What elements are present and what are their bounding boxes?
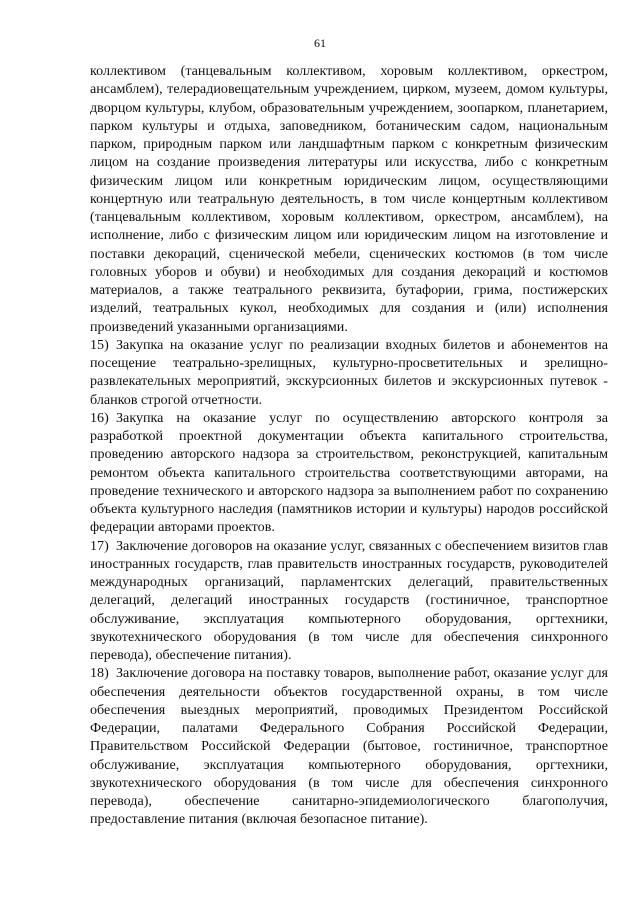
- page-number: 61: [314, 36, 326, 50]
- paragraph-number: 18): [90, 665, 109, 682]
- document-body: [90, 62, 608, 829]
- paragraph-item-17: [90, 537, 608, 665]
- paragraph-number: 17): [90, 537, 109, 554]
- paragraph-number: 15): [90, 336, 109, 353]
- paragraph-item-16: [90, 409, 608, 537]
- paragraph-number: 16): [90, 409, 109, 426]
- paragraph-item-15: [90, 336, 608, 409]
- paragraph-item-18: [90, 664, 608, 828]
- paragraph-text: Закупка на оказание услуг по реализации входных билетов и абонементов на посещение театрально-зрелищных, культурно-просветительных и зрелищно-развлекательных мероприятий, экскурсионных билетов и экскурсионных путевок - бланков строгой отчетности.: [90, 336, 608, 408]
- paragraph-text: коллективом (танцевальным коллективом, хоровым коллективом, оркестром, ансамблем), телерадиовещательным учреждением, цирком, музеем, домом культуры, дворцом культуры, клубом, образовательным учреждением, зоопарком, планетарием, парком культуры и отдыха, заповедником, ботаническим садом, национальным парком, природным парком или ландшафтным парком с конкретным физическим лицом на создание произведения литературы или искусства, либо с конкретным физическим лицом или конкретным юридическим лицом, осуществляющими концертную или театральную деятельность, в том числе концертным коллективом (танцевальным коллективом, хоровым коллективом, оркестром, ансамблем), на исполнение, либо с физическим лицом или юридическим лицом на изготовление и поставки декораций, сценической мебели, сценических костюмов (в том числе головных уборов и обуви) и необходимых для создания декораций и костюмов материалов, а также театрального реквизита, бутафории, грима, постижерских изделий, театральных кукол, необходимых для создания и (или) исполнения произведений указанными организациями.: [90, 63, 608, 335]
- paragraph-continuation: [90, 62, 608, 336]
- paragraph-text: Заключение договора на поставку товаров, выполнение работ, оказание услуг для обеспечения деятельности объектов государственной охраны, в том числе обеспечения выездных мероприятий, проводимых Президентом Российской Федерации, палатами Федерального Собрания Российской Федерации, Правительством Российской Федерации (бытовое, гостиничное, транспортное обслуживание, эксплуатация компьютерного оборудования, оргтехники, звукотехнического оборудования (в том числе для обеспечения синхронного перевода), обеспечение санитарно-эпидемиологического благополучия, предоставление питания (включая безопасное питание).: [90, 665, 608, 828]
- paragraph-text: Заключение договоров на оказание услуг, связанных с обеспечением визитов глав иностранных государств, глав правительств иностранных государств, руководителей международных организаций, парламентских делегаций, правительственных делегаций, делегаций иностранных государств (гостиничное, транспортное обслуживание, эксплуатация компьютерного оборудования, оргтехники, звукотехнического оборудования (в том числе для обеспечения синхронного перевода), обеспечение питания).: [90, 537, 608, 663]
- paragraph-text: Закупка на оказание услуг по осуществлению авторского контроля за разработкой проектной документации объекта капитального строительства, проведению авторского надзора за строительством, реконструкцией, капитальным ремонтом объекта капитального строительства соответствующими авторами, на проведение технического и авторского надзора за выполнением работ по сохранению объекта культурного наследия (памятников истории и культуры) народов российской федерации авторами проектов.: [90, 409, 608, 536]
